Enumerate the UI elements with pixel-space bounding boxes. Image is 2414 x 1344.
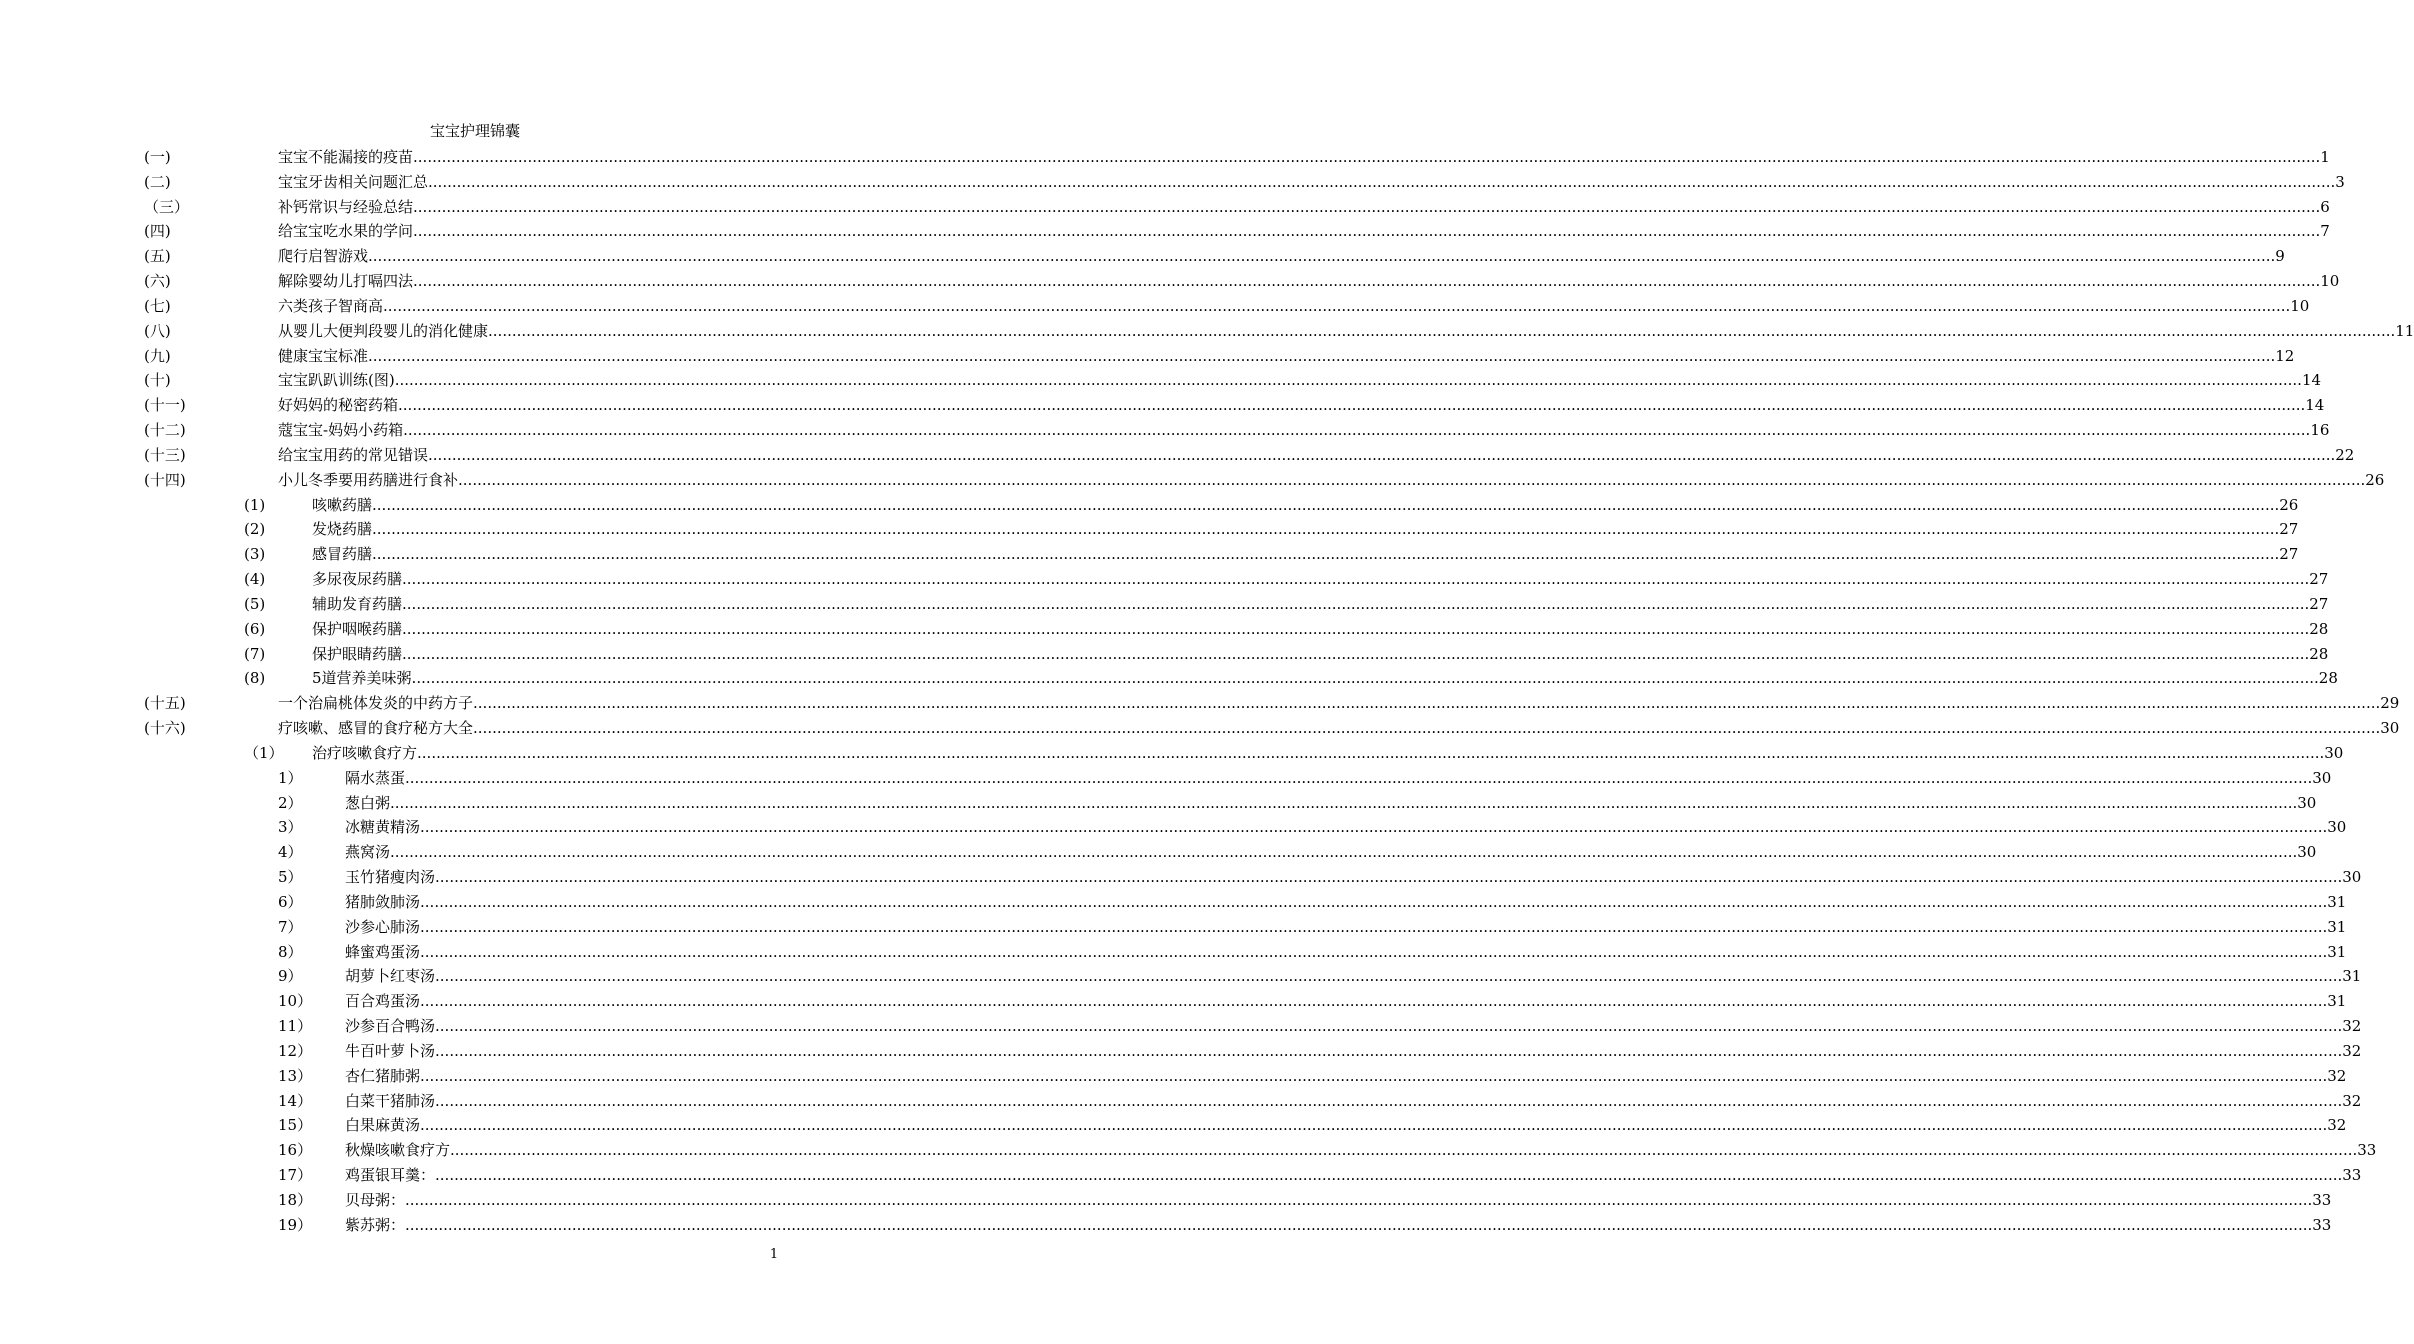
toc-entry[interactable] bbox=[0, 717, 2400, 739]
toc-entry-number: (十五) bbox=[144, 694, 186, 713]
toc-entry-page: 30 bbox=[2312, 768, 2332, 787]
toc-leader-dots: ................................................................................................................................................................................................................................................................................................................................................................................................................ bbox=[372, 545, 2280, 564]
toc-entry-label: 保护咽喉药膳 bbox=[312, 619, 403, 638]
toc-entry-page: 27 bbox=[2309, 570, 2329, 589]
toc-entry-number: (6) bbox=[244, 619, 266, 638]
toc-entry[interactable] bbox=[0, 345, 2295, 367]
toc-entry[interactable] bbox=[0, 643, 2329, 665]
toc-entry-label: 葱白粥 bbox=[345, 793, 391, 812]
toc-entry-number: （三） bbox=[144, 197, 190, 216]
toc-leader-dots: ................................................................................................................................................................................................................................................................................................................................................................................................................ bbox=[405, 1215, 2313, 1234]
toc-entry-line bbox=[345, 841, 2317, 863]
toc-entry-number: 8） bbox=[278, 942, 303, 961]
toc-entry-page: 9 bbox=[2275, 247, 2285, 266]
toc-entry-number: (5) bbox=[244, 594, 266, 613]
toc-leader-dots: ................................................................................................................................................................................................................................................................................................................................................................................................................ bbox=[417, 743, 2325, 762]
toc-entry-label: 爬行启智游戏 bbox=[278, 247, 369, 266]
toc-entry-number: 19） bbox=[278, 1215, 313, 1234]
toc-entry[interactable] bbox=[0, 1015, 2362, 1037]
toc-leader-dots: ................................................................................................................................................................................................................................................................................................................................................................................................................ bbox=[402, 619, 2310, 638]
toc-entry-line bbox=[345, 1090, 2362, 1112]
toc-entry[interactable] bbox=[0, 866, 2362, 888]
toc-entry[interactable] bbox=[0, 1090, 2362, 1112]
toc-entry-line bbox=[312, 568, 2329, 590]
toc-entry[interactable] bbox=[0, 146, 2330, 168]
toc-entry[interactable] bbox=[0, 841, 2317, 863]
toc-entry-label: 沙参百合鸭汤 bbox=[345, 1017, 436, 1036]
toc-entry-line bbox=[345, 792, 2317, 814]
toc-entry-label: 感冒药膳 bbox=[312, 545, 373, 564]
toc-entry[interactable] bbox=[0, 667, 2338, 689]
toc-entry-line bbox=[345, 1189, 2332, 1211]
toc-entry-line bbox=[345, 866, 2362, 888]
toc-entry-number: (7) bbox=[244, 644, 266, 663]
toc-entry[interactable] bbox=[0, 270, 2340, 292]
toc-entry-label: 补钙常识与经验总结 bbox=[278, 197, 414, 216]
toc-entry-label: 牛百叶萝卜汤 bbox=[345, 1041, 436, 1060]
toc-entry[interactable] bbox=[0, 692, 2400, 714]
toc-entry-number: (十三) bbox=[144, 445, 186, 464]
toc-entry[interactable] bbox=[0, 568, 2329, 590]
toc-entry-label: 宝宝不能漏接的疫苗 bbox=[278, 148, 414, 166]
toc-entry-number: 4） bbox=[278, 843, 303, 862]
toc-entry-page: 32 bbox=[2342, 1017, 2362, 1036]
toc-leader-dots: ................................................................................................................................................................................................................................................................................................................................................................................................................ bbox=[413, 272, 2321, 291]
toc-entry-label: 猪肺敛肺汤 bbox=[345, 892, 421, 911]
toc-entry[interactable] bbox=[0, 1214, 2332, 1236]
toc-entry-number: 5） bbox=[278, 868, 303, 887]
toc-entry[interactable] bbox=[0, 792, 2317, 814]
toc-entry-number: (1) bbox=[244, 495, 266, 514]
toc-leader-dots: ................................................................................................................................................................................................................................................................................................................................................................................................................ bbox=[372, 495, 2280, 514]
toc-entry[interactable] bbox=[0, 1040, 2362, 1062]
toc-entry-page: 30 bbox=[2342, 868, 2362, 887]
toc-leader-dots: ................................................................................................................................................................................................................................................................................................................................................................................................................ bbox=[402, 594, 2310, 613]
toc-leader-dots: ................................................................................................................................................................................................................................................................................................................................................................................................................ bbox=[420, 1066, 2328, 1085]
toc-entry-line bbox=[345, 891, 2347, 913]
toc-entry-line bbox=[278, 444, 2355, 466]
toc-entry-page: 32 bbox=[2327, 1116, 2347, 1135]
toc-leader-dots: ................................................................................................................................................................................................................................................................................................................................................................................................................ bbox=[420, 1116, 2328, 1135]
toc-entry-page: 30 bbox=[2327, 818, 2347, 837]
toc-entry-page: 26 bbox=[2365, 470, 2385, 489]
toc-entry-line bbox=[278, 295, 2310, 317]
toc-entry[interactable] bbox=[0, 196, 2330, 218]
toc-entry-line bbox=[312, 494, 2299, 516]
toc-entry-page: 32 bbox=[2342, 1091, 2362, 1110]
toc-entry-line bbox=[312, 618, 2329, 640]
toc-entry-page: 31 bbox=[2342, 967, 2362, 986]
toc-entry-line bbox=[345, 1015, 2362, 1037]
toc-entry[interactable] bbox=[0, 320, 2414, 342]
toc-entry-label: 紫苏粥： bbox=[345, 1215, 406, 1234]
toc-leader-dots: ................................................................................................................................................................................................................................................................................................................................................................................................................ bbox=[372, 520, 2280, 539]
toc-entry-number: 9） bbox=[278, 967, 303, 986]
toc-entry-page: 30 bbox=[2297, 793, 2317, 812]
toc-entry-number: 3） bbox=[278, 818, 303, 837]
toc-leader-dots: ................................................................................................................................................................................................................................................................................................................................................................................................................ bbox=[473, 719, 2381, 738]
toc-entry-line bbox=[345, 767, 2332, 789]
toc-entry-page: 33 bbox=[2312, 1190, 2332, 1209]
toc-entry-page: 22 bbox=[2335, 445, 2355, 464]
toc-entry-label: 健康宝宝标准 bbox=[278, 346, 369, 365]
toc-entry-line bbox=[278, 171, 2345, 193]
toc-entry-page: 7 bbox=[2320, 222, 2330, 241]
toc-entry-line bbox=[278, 320, 2414, 342]
toc-leader-dots: ................................................................................................................................................................................................................................................................................................................................................................................................................ bbox=[368, 247, 2276, 266]
toc-entry-label: 燕窝汤 bbox=[345, 843, 391, 862]
toc-leader-dots: ................................................................................................................................................................................................................................................................................................................................................................................................................ bbox=[411, 669, 2319, 688]
toc-entry[interactable] bbox=[0, 916, 2347, 938]
toc-entry-page: 27 bbox=[2279, 520, 2299, 539]
toc-entry-number: (二) bbox=[144, 172, 171, 191]
toc-entry-number: (8) bbox=[244, 669, 266, 688]
toc-entry-page: 31 bbox=[2327, 992, 2347, 1011]
toc-entry-page: 31 bbox=[2327, 917, 2347, 936]
toc-leader-dots: ................................................................................................................................................................................................................................................................................................................................................................................................................ bbox=[435, 1041, 2343, 1060]
toc-entry-line bbox=[278, 146, 2330, 168]
toc-entry-number: (四) bbox=[144, 222, 171, 241]
toc-leader-dots: ................................................................................................................................................................................................................................................................................................................................................................................................................ bbox=[435, 868, 2343, 887]
toc-entry-page: 29 bbox=[2380, 694, 2400, 713]
toc-entry-page: 10 bbox=[2320, 272, 2340, 291]
toc-entry[interactable] bbox=[0, 245, 2285, 267]
toc-entry-line bbox=[345, 965, 2362, 987]
toc-entry[interactable] bbox=[0, 990, 2347, 1012]
toc-entry-line bbox=[278, 245, 2285, 267]
toc-entry-line bbox=[345, 1214, 2332, 1236]
toc-entry[interactable] bbox=[0, 1065, 2347, 1087]
toc-entry-line bbox=[312, 643, 2329, 665]
toc-entry[interactable] bbox=[0, 1114, 2347, 1136]
toc-entry[interactable] bbox=[0, 1164, 2362, 1186]
toc-entry-page: 28 bbox=[2318, 669, 2338, 688]
toc-entry-number: (十四) bbox=[144, 470, 186, 489]
toc-entry-number: (3) bbox=[244, 545, 266, 564]
toc-entry-label: 百合鸡蛋汤 bbox=[345, 992, 421, 1011]
toc-entry-line bbox=[345, 941, 2347, 963]
toc-entry-line bbox=[278, 469, 2385, 491]
toc-entry-number: 12） bbox=[278, 1041, 313, 1060]
toc-entry-label: 多尿夜尿药膳 bbox=[312, 570, 403, 589]
toc-entry-number: 2） bbox=[278, 793, 303, 812]
toc-entry-label: 秋燥咳嗽食疗方 bbox=[345, 1141, 451, 1160]
toc-entry-label: 从婴儿大便判段婴儿的消化健康 bbox=[278, 321, 489, 340]
toc-entry-label: 贝母粥： bbox=[345, 1190, 406, 1209]
toc-entry-label: 治疗咳嗽食疗方 bbox=[312, 743, 418, 762]
toc-entry-label: 鸡蛋银耳羹： bbox=[345, 1166, 436, 1185]
toc-leader-dots: ................................................................................................................................................................................................................................................................................................................................................................................................................ bbox=[402, 644, 2310, 663]
toc-leader-dots: ................................................................................................................................................................................................................................................................................................................................................................................................................ bbox=[413, 197, 2321, 216]
toc-entry-number: (九) bbox=[144, 346, 171, 365]
toc-entry-line bbox=[278, 717, 2400, 739]
toc-entry-page: 26 bbox=[2279, 495, 2299, 514]
toc-entry[interactable] bbox=[0, 369, 2322, 391]
toc-entry-line bbox=[278, 369, 2322, 391]
toc-entry[interactable] bbox=[0, 767, 2332, 789]
toc-entry-page: 11 bbox=[2395, 321, 2414, 340]
toc-leader-dots: ................................................................................................................................................................................................................................................................................................................................................................................................................ bbox=[413, 222, 2321, 241]
toc-entry-label: 玉竹猪瘦肉汤 bbox=[345, 868, 436, 887]
toc-entry[interactable] bbox=[0, 816, 2347, 838]
toc-leader-dots: ................................................................................................................................................................................................................................................................................................................................................................................................................ bbox=[403, 421, 2311, 440]
toc-entry-line bbox=[312, 518, 2299, 540]
toc-entry[interactable] bbox=[0, 220, 2330, 242]
toc-entry-line bbox=[345, 1065, 2347, 1087]
toc-entry-label: 5道营养美味粥 bbox=[312, 669, 412, 688]
toc-entry-line bbox=[312, 593, 2329, 615]
toc-entry-label: 保护眼睛药膳 bbox=[312, 644, 403, 663]
toc-entry[interactable] bbox=[0, 593, 2329, 615]
toc-entry-number: (六) bbox=[144, 272, 171, 291]
toc-leader-dots: ................................................................................................................................................................................................................................................................................................................................................................................................................ bbox=[420, 942, 2328, 961]
toc-leader-dots: ................................................................................................................................................................................................................................................................................................................................................................................................................ bbox=[435, 1017, 2343, 1036]
toc-entry-line bbox=[278, 419, 2330, 441]
toc-entry-line bbox=[345, 1114, 2347, 1136]
toc-leader-dots: ................................................................................................................................................................................................................................................................................................................................................................................................................ bbox=[383, 296, 2291, 315]
toc-entry-line bbox=[345, 1139, 2377, 1161]
toc-leader-dots: ................................................................................................................................................................................................................................................................................................................................................................................................................ bbox=[428, 445, 2336, 464]
toc-entry-page: 33 bbox=[2312, 1215, 2332, 1234]
toc-entry-page: 31 bbox=[2327, 892, 2347, 911]
toc-entry[interactable] bbox=[0, 444, 2355, 466]
document-title: 宝宝护理锦囊 bbox=[429, 122, 520, 140]
toc-entry-page: 12 bbox=[2275, 346, 2295, 365]
toc-entry-page: 33 bbox=[2342, 1166, 2362, 1185]
toc-entry-label: 杏仁猪肺粥 bbox=[345, 1066, 421, 1085]
toc-leader-dots: ................................................................................................................................................................................................................................................................................................................................................................................................................ bbox=[368, 346, 2276, 365]
toc-entry-label: 六类孩子智商高 bbox=[278, 296, 384, 315]
toc-entry-line bbox=[278, 220, 2330, 242]
toc-entry-label: 解除婴幼儿打嗝四法 bbox=[278, 272, 414, 291]
toc-entry[interactable] bbox=[0, 618, 2329, 640]
toc-leader-dots: ................................................................................................................................................................................................................................................................................................................................................................................................................ bbox=[488, 321, 2396, 340]
toc-entry[interactable] bbox=[0, 1189, 2332, 1211]
toc-entry-line bbox=[345, 916, 2347, 938]
toc-leader-dots: ................................................................................................................................................................................................................................................................................................................................................................................................................ bbox=[435, 967, 2343, 986]
toc-entry-page: 27 bbox=[2309, 594, 2329, 613]
toc-entry-label: 辅助发育药膳 bbox=[312, 594, 403, 613]
toc-leader-dots: ................................................................................................................................................................................................................................................................................................................................................................................................................ bbox=[402, 570, 2310, 589]
toc-entry[interactable] bbox=[0, 1139, 2377, 1161]
toc-entry-page: 30 bbox=[2324, 743, 2344, 762]
toc-entry-label: 宝宝牙齿相关问题汇总 bbox=[278, 172, 429, 191]
toc-entry-label: 蔻宝宝-妈妈小药箱 bbox=[278, 421, 404, 440]
toc-leader-dots: ................................................................................................................................................................................................................................................................................................................................................................................................................ bbox=[398, 396, 2306, 415]
toc-entry-line bbox=[278, 196, 2330, 218]
toc-leader-dots: ................................................................................................................................................................................................................................................................................................................................................................................................................ bbox=[450, 1141, 2358, 1160]
page-number: 1 bbox=[769, 1247, 779, 1262]
toc-entry-label: 沙参心肺汤 bbox=[345, 917, 421, 936]
toc-leader-dots: ................................................................................................................................................................................................................................................................................................................................................................................................................ bbox=[405, 1190, 2313, 1209]
toc-entry[interactable] bbox=[0, 419, 2330, 441]
toc-entry[interactable] bbox=[0, 469, 2385, 491]
toc-entry-page: 27 bbox=[2279, 545, 2299, 564]
toc-entry-number: 15） bbox=[278, 1116, 313, 1135]
toc-leader-dots: ................................................................................................................................................................................................................................................................................................................................................................................................................ bbox=[473, 694, 2381, 713]
toc-entry-page: 10 bbox=[2290, 296, 2310, 315]
toc-entry-number: (五) bbox=[144, 247, 171, 266]
toc-entry-number: (2) bbox=[244, 520, 266, 539]
toc-leader-dots: ................................................................................................................................................................................................................................................................................................................................................................................................................ bbox=[390, 793, 2298, 812]
toc-entry-page: 32 bbox=[2327, 1066, 2347, 1085]
toc-entry-line bbox=[278, 394, 2325, 416]
toc-entry[interactable] bbox=[0, 891, 2347, 913]
toc-entry-number: 1） bbox=[278, 768, 303, 787]
toc-entry-label: 疗咳嗽、感冒的食疗秘方大全 bbox=[278, 719, 474, 738]
toc-entry-number: 13） bbox=[278, 1066, 313, 1085]
toc-entry[interactable] bbox=[0, 965, 2362, 987]
toc-entry-number: (十) bbox=[144, 371, 171, 390]
toc-entry-line bbox=[312, 742, 2344, 764]
toc-entry-number: (八) bbox=[144, 321, 171, 340]
toc-entry-line bbox=[278, 345, 2295, 367]
toc-entry-number: 11） bbox=[278, 1017, 313, 1036]
toc-entry-number: 18） bbox=[278, 1190, 313, 1209]
toc-entry[interactable] bbox=[0, 518, 2299, 540]
toc-entry-label: 白菜干猪肺汤 bbox=[345, 1091, 436, 1110]
toc-entry-line bbox=[345, 990, 2347, 1012]
toc-entry-number: （1） bbox=[244, 743, 284, 762]
toc-entry-number: 6） bbox=[278, 892, 303, 911]
toc-leader-dots: ................................................................................................................................................................................................................................................................................................................................................................................................................ bbox=[390, 843, 2298, 862]
toc-leader-dots: ................................................................................................................................................................................................................................................................................................................................................................................................................ bbox=[428, 172, 2336, 191]
toc-entry-label: 蜂蜜鸡蛋汤 bbox=[345, 942, 421, 961]
toc-leader-dots: ................................................................................................................................................................................................................................................................................................................................................................................................................ bbox=[420, 992, 2328, 1011]
toc-entry-number: (一) bbox=[144, 148, 171, 166]
toc-entry-label: 给宝宝用药的常见错误 bbox=[278, 445, 429, 464]
toc-leader-dots: ................................................................................................................................................................................................................................................................................................................................................................................................................ bbox=[394, 371, 2302, 390]
toc-entry-page: 14 bbox=[2301, 371, 2322, 390]
toc-leader-dots: ................................................................................................................................................................................................................................................................................................................................................................................................................ bbox=[435, 1166, 2343, 1185]
toc-entry-page: 32 bbox=[2342, 1041, 2362, 1060]
toc-entry-line bbox=[312, 667, 2338, 689]
toc-entry-number: 14） bbox=[278, 1091, 313, 1110]
toc-entry-label: 白果麻黄汤 bbox=[345, 1116, 421, 1135]
toc-entry-page: 33 bbox=[2357, 1141, 2377, 1160]
toc-entry-number: (十六) bbox=[144, 719, 186, 738]
toc-entry[interactable] bbox=[0, 543, 2299, 565]
toc-entry-line bbox=[345, 1040, 2362, 1062]
toc-entry-line bbox=[278, 270, 2340, 292]
toc-entry-label: 发烧药膳 bbox=[312, 520, 373, 539]
toc-leader-dots: ................................................................................................................................................................................................................................................................................................................................................................................................................ bbox=[458, 470, 2366, 489]
toc-entry[interactable] bbox=[0, 941, 2347, 963]
toc-entry-label: 小儿冬季要用药膳进行食补 bbox=[278, 470, 459, 489]
toc-entry-number: 10） bbox=[278, 992, 313, 1011]
toc-leader-dots: ................................................................................................................................................................................................................................................................................................................................................................................................................ bbox=[420, 917, 2328, 936]
toc-entry-page: 31 bbox=[2327, 942, 2347, 961]
toc-entry-line bbox=[312, 543, 2299, 565]
toc-entry-page: 28 bbox=[2309, 619, 2329, 638]
toc-entry[interactable] bbox=[0, 394, 2325, 416]
toc-entry-page: 28 bbox=[2309, 644, 2329, 663]
toc-entry-page: 1 bbox=[2320, 148, 2330, 166]
toc-entry-number: (十一) bbox=[144, 396, 186, 415]
toc-entry-label: 一个治扁桃体发炎的中药方子 bbox=[278, 694, 474, 713]
toc-entry-number: (4) bbox=[244, 570, 266, 589]
toc-entry-page: 30 bbox=[2380, 719, 2400, 738]
toc-entry-number: (十二) bbox=[144, 421, 186, 440]
toc-leader-dots: ................................................................................................................................................................................................................................................................................................................................................................................................................ bbox=[413, 148, 2321, 166]
toc-entry-line bbox=[278, 692, 2400, 714]
toc-entry-number: 16） bbox=[278, 1141, 313, 1160]
toc-entry-label: 隔水蒸蛋 bbox=[345, 768, 406, 787]
toc-entry-line bbox=[345, 1164, 2362, 1186]
toc-entry-label: 冰糖黄精汤 bbox=[345, 818, 421, 837]
toc-entry-number: 7） bbox=[278, 917, 303, 936]
toc-entry[interactable] bbox=[0, 171, 2345, 193]
toc-entry-number: 17） bbox=[278, 1166, 313, 1185]
toc-entry-label: 好妈妈的秘密药箱 bbox=[278, 396, 399, 415]
toc-entry-line bbox=[345, 816, 2347, 838]
toc-entry-page: 30 bbox=[2297, 843, 2317, 862]
toc-entry-page: 16 bbox=[2310, 421, 2330, 440]
toc-entry[interactable] bbox=[0, 494, 2299, 516]
toc-leader-dots: ................................................................................................................................................................................................................................................................................................................................................................................................................ bbox=[420, 818, 2328, 837]
toc-entry[interactable] bbox=[0, 295, 2310, 317]
toc-entry-number: (七) bbox=[144, 296, 171, 315]
toc-entry-page: 3 bbox=[2335, 172, 2345, 191]
toc-leader-dots: ................................................................................................................................................................................................................................................................................................................................................................................................................ bbox=[420, 892, 2328, 911]
toc-entry-label: 胡萝卜红枣汤 bbox=[345, 967, 436, 986]
toc-entry[interactable] bbox=[0, 742, 2344, 764]
toc-entry-label: 给宝宝吃水果的学问 bbox=[278, 222, 414, 241]
toc-entry-page: 6 bbox=[2320, 197, 2330, 216]
toc-entry-page: 14 bbox=[2305, 396, 2325, 415]
toc-entry-label: 咳嗽药膳 bbox=[312, 495, 373, 514]
toc-leader-dots: ................................................................................................................................................................................................................................................................................................................................................................................................................ bbox=[405, 768, 2313, 787]
toc-leader-dots: ................................................................................................................................................................................................................................................................................................................................................................................................................ bbox=[435, 1091, 2343, 1110]
toc-entry-label: 宝宝趴趴训练(图) bbox=[278, 371, 395, 390]
